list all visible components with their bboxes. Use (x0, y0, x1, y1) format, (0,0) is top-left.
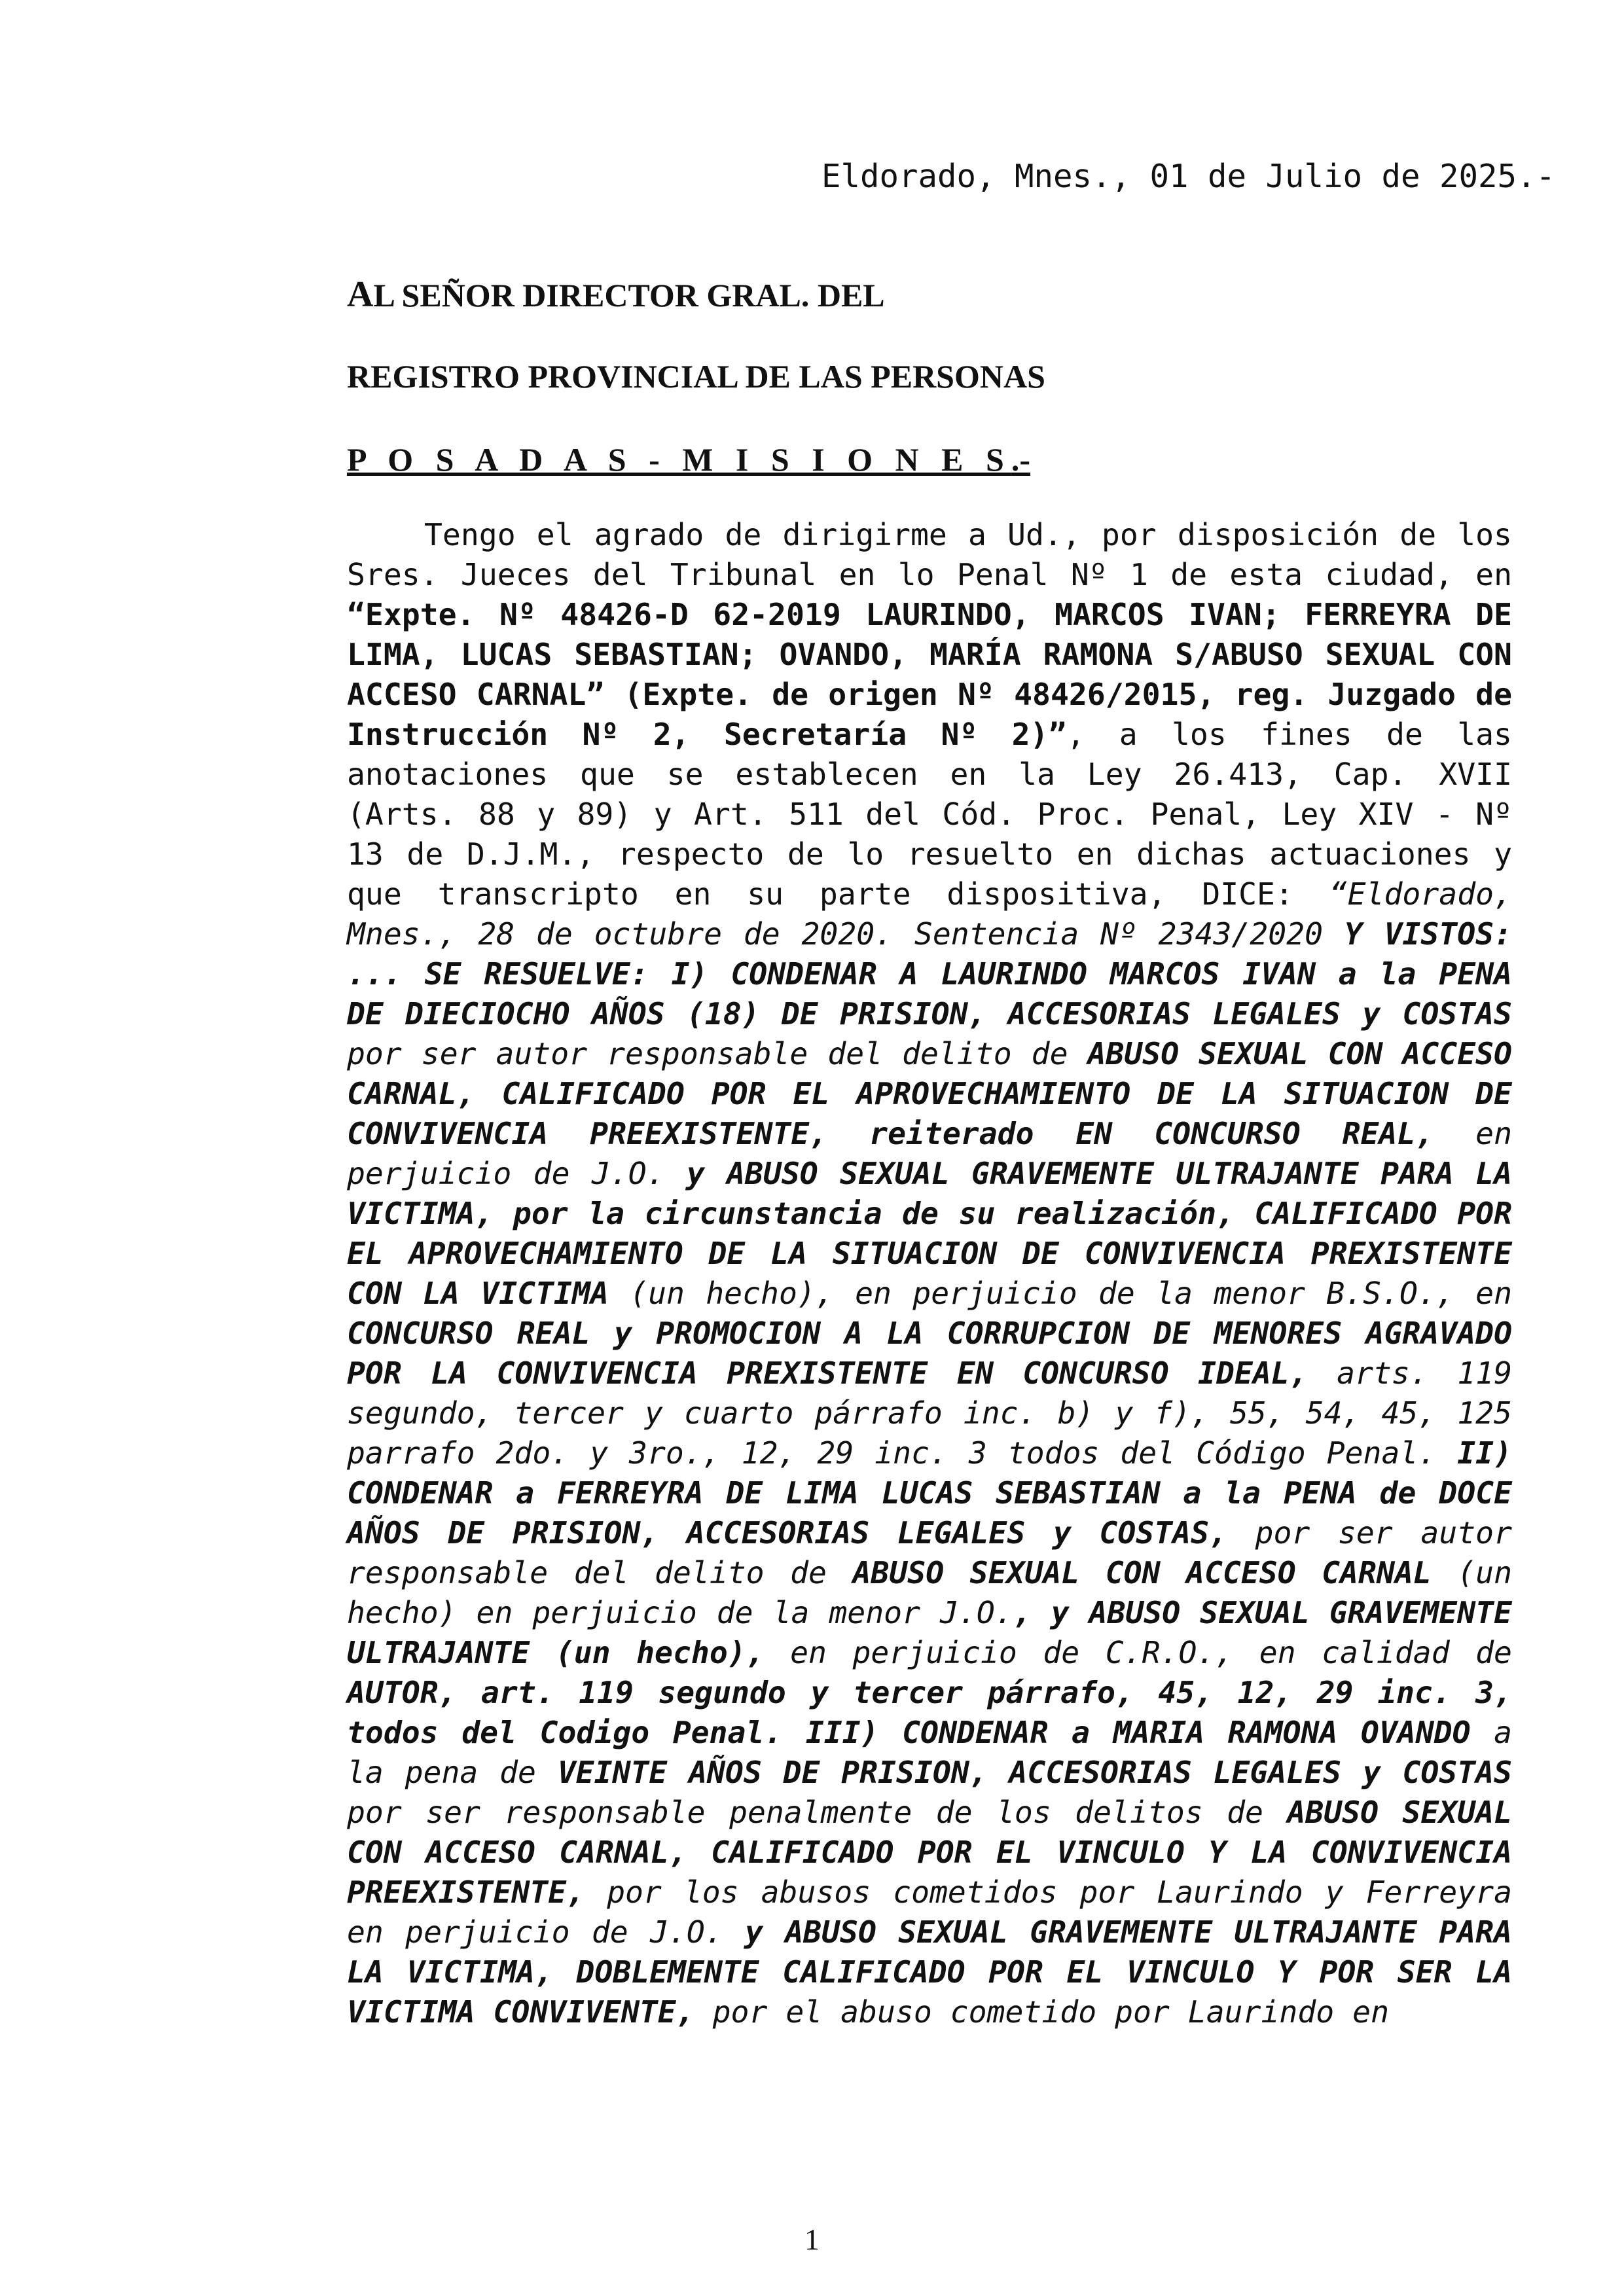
quote-text: (un hecho) en perjuicio de la menor J.O. (347, 1555, 1513, 1630)
addressee-line-3 (347, 440, 1030, 479)
quote-emphasis: , y ABUSO SEXUAL GRAVEMENTE ULTRAJANTE (un hecho), (347, 1595, 1512, 1670)
addressee-line-1-text: L SEÑOR DIRECTOR GRAL. DEL (373, 277, 885, 314)
quote-text: en perjuicio de C.R.O., en calidad de (764, 1635, 1512, 1670)
quote-emphasis: II) CONDENAR a FERREYRA DE LIMA LUCAS SEBASTIAN a la PENA de DOCE AÑOS DE PRISION, ACCESORIAS LEGALES y COSTAS, (347, 1435, 1512, 1551)
quote-text: “Eldorado, Mnes., 28 de octubre de 2020. Sentencia Nº 2343/2020 (347, 876, 1512, 952)
quote-text: por los abusos cometidos por Laurindo y Ferreyra en perjuicio de J.O. (347, 1874, 1512, 1950)
quote-text: por ser autor responsable del delito de (347, 1036, 1088, 1071)
body-text: , a los fines de las anotaciones que se establecen en la Ley 26.413, Cap. XVII (Arts. 88 y 89) y Art. 511 del Cód. Proc. Penal, Ley XIV - Nº 13 de D.J.M., respecto de lo resuelto en dichas actuaciones y que transcripto en su parte dispositiva, DICE: (347, 717, 1512, 912)
quote-text: arts. 119 segundo, tercer y cuarto párrafo inc. b) y f), 55, 54, 45, 125 parrafo 2do. y 3ro., 12, 29 inc. 3 todos del Código Penal. (347, 1355, 1513, 1471)
dateline: Eldorado, Mnes., 01 de Julio de 2025.- (821, 158, 1556, 195)
quote-text: a la pena de (347, 1715, 1513, 1790)
quote-emphasis: y ABUSO SEXUAL GRAVEMENTE ULTRAJANTE PARA LA VICTIMA, por la circunstancia de su realización, CALIFICADO POR EL APROVECHAMIENTO DE LA SITUACION DE CONVIVENCIA PREXISTENTE CON LA VICTIMA (347, 1156, 1512, 1311)
quote-emphasis: CONCURSO REAL y PROMOCION A LA CORRUPCION DE MENORES AGRAVADO POR LA CONVIVENCIA PREXISTENTE EN CONCURSO IDEAL, (347, 1316, 1512, 1391)
addressee-initial: A (347, 274, 374, 315)
quote-emphasis: ABUSO SEXUAL CON ACCESO CARNAL, CALIFICADO POR EL APROVECHAMIENTO DE LA SITUACION DE CONVIVENCIA PREEXISTENTE, reiterado EN CONCURSO REAL, (347, 1036, 1512, 1151)
body-text: Tengo el agrado de dirigirme a Ud., por disposición de los Sres. Jueces del Tribunal en lo Penal Nº 1 de esta ciudad, en (347, 517, 1512, 592)
body-paragraph (347, 515, 1512, 2032)
addressee-line-2: REGISTRO PROVINCIAL DE LAS PERSONAS (347, 358, 1045, 395)
quote-text: por ser responsable penalmente de los delitos de (347, 1795, 1288, 1830)
case-caption: “Expte. Nº 48426-D 62-2019 LAURINDO, MARCOS IVAN; FERREYRA DE LIMA, LUCAS SEBASTIAN; OVANDO, MARÍA RAMONA S/ABUSO SEXUAL CON ACCESO CARNAL” (Expte. de origen Nº 48426/2015, reg. Juzgado de Instrucción Nº 2, Secretaría Nº 2)” (347, 597, 1512, 752)
quote-text: por el abuso cometido por Laurindo en (694, 1994, 1389, 2030)
letter-body (347, 515, 1512, 2032)
quote-emphasis: ABUSO SEXUAL CON ACCESO CARNAL (852, 1555, 1432, 1590)
quote-emphasis: ABUSO SEXUAL CON ACCESO CARNAL, CALIFICADO POR EL VINCULO Y LA CONVIVENCIA PREEXISTENTE, (347, 1795, 1513, 1910)
quote-emphasis: AUTOR, art. 119 segundo y tercer párrafo, 45, 12, 29 inc. 3, todos del Codigo Penal. III) CONDENAR a MARIA RAMONA OVANDO (347, 1675, 1512, 1750)
addressee-city-tail: .- (1011, 441, 1030, 478)
quote-emphasis: y ABUSO SEXUAL GRAVEMENTE ULTRAJANTE PARA LA VICTIMA, DOBLEMENTE CALIFICADO POR EL VINCULO Y POR SER LA VICTIMA CONVIVENTE, (347, 1914, 1512, 2030)
quote-text: en perjuicio de J.O. (347, 1116, 1512, 1191)
addressee-line-1 (347, 275, 885, 315)
page-number: 1 (804, 2223, 820, 2256)
addressee-city: P O S A D A S - M I S I O N E S (347, 441, 1011, 478)
quote-text: por ser autor responsable del delito de (347, 1515, 1512, 1590)
quote-text: (un hecho), en perjuicio de la menor B.S.O., en (608, 1276, 1512, 1311)
quote-emphasis: Y VISTOS: ... SE RESUELVE: I) CONDENAR A LAURINDO MARCOS IVAN a la PENA DE DIECIOCHO AÑOS (18) DE PRISION, ACCESORIAS LEGALES y COSTAS (347, 916, 1512, 1031)
quote-emphasis: VEINTE AÑOS DE PRISION, ACCESORIAS LEGALES y COSTAS (557, 1755, 1512, 1790)
